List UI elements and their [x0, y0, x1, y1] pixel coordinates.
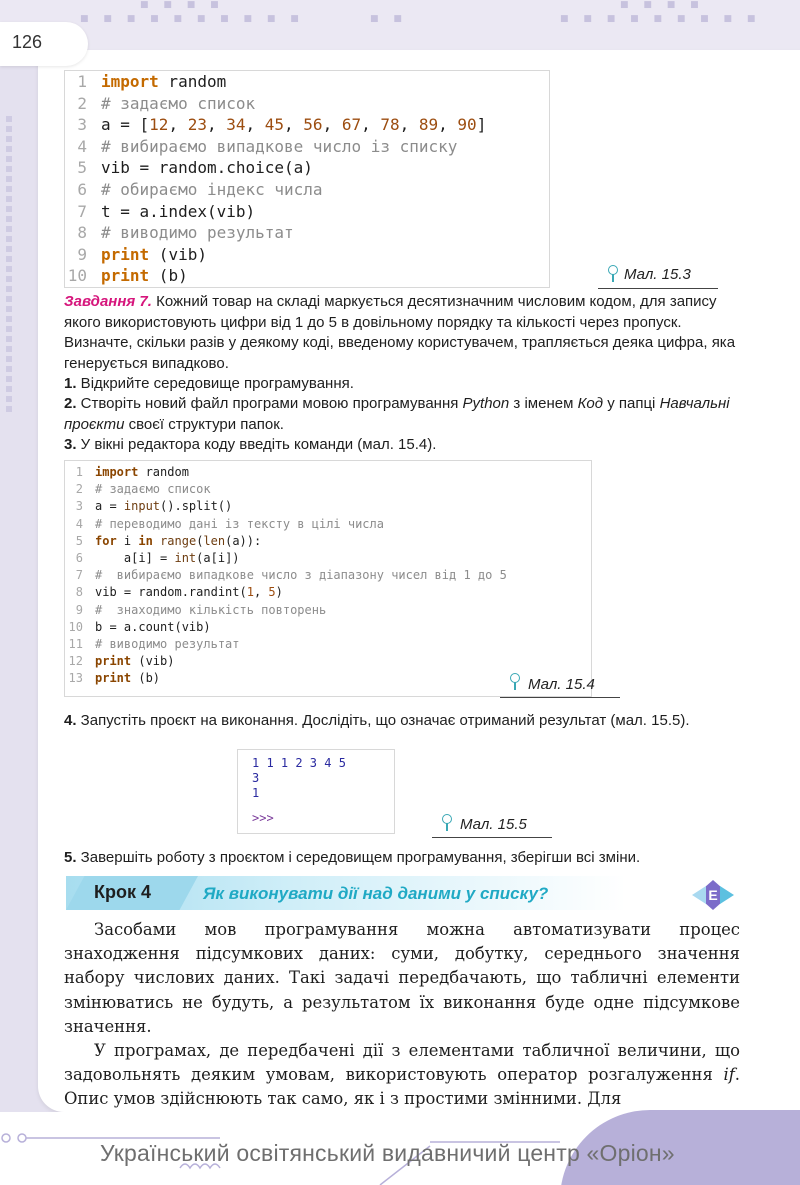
step-4-text: Запустіть проєкт на виконання. Дослідіть, що означає отриманий результат (мал. 15.5). [76, 712, 690, 729]
code-line [65, 498, 591, 515]
code-token: , [399, 115, 419, 135]
decor-dots: ■ ■ ■ ■ ■ ■ ■ ■ ■ [560, 14, 762, 24]
code-token [153, 533, 160, 550]
line-number: 6 [75, 551, 83, 566]
code-token: range [160, 533, 197, 548]
code-token: random [138, 465, 189, 479]
line-number: 8 [77, 223, 87, 243]
line-number: 5 [77, 158, 87, 178]
step-3-number: 3. [64, 436, 77, 453]
step-4 [64, 711, 740, 732]
code-token: int [174, 551, 197, 566]
line-number: 9 [77, 244, 87, 264]
code-token: 78 [380, 115, 400, 135]
code-token: 34 [226, 115, 246, 135]
task-7-label: Завдання 7. [64, 293, 152, 310]
pin-icon [608, 265, 618, 275]
e-badge-letter: E [708, 887, 718, 903]
code-token: , [284, 115, 304, 135]
code-figure-15-4 [64, 460, 592, 697]
code-line [65, 533, 591, 550]
code-line [65, 619, 591, 636]
code-token: # вибираємо випадкове число із списку [101, 136, 458, 156]
code-line [65, 550, 591, 567]
code-token: a[i] = [95, 551, 175, 566]
code-token: print [95, 654, 132, 669]
line-number: 9 [75, 602, 83, 617]
line-number: 7 [77, 201, 87, 221]
body-text [64, 918, 740, 1112]
code-token: # виводимо результат [95, 637, 240, 652]
code-line [65, 157, 549, 179]
step-2-number: 2. [64, 395, 77, 412]
line-number: 13 [68, 671, 83, 686]
pin-icon [442, 814, 452, 824]
code-token: ] [476, 115, 487, 135]
step-1-text: Відкрийте середовище програмування. [76, 375, 354, 392]
output-line: 3 [252, 771, 260, 785]
code-token: print [101, 266, 150, 286]
code-token: , [253, 585, 269, 600]
code-token: (a[i]) [196, 551, 240, 566]
code-line [65, 567, 591, 584]
code-token: print [101, 244, 150, 264]
code-token: # знаходимо кількість повторень [95, 602, 327, 617]
code-token: print [95, 671, 132, 686]
shell-prompt: >>> [252, 811, 274, 825]
code-token: a = [95, 499, 124, 514]
python-term: Python [462, 395, 510, 412]
code-token: , [361, 115, 381, 135]
code-token: len [203, 533, 226, 548]
code-token: 56 [303, 115, 323, 135]
line-number: 7 [75, 568, 83, 583]
task-7 [64, 292, 740, 374]
line-number: 8 [75, 585, 83, 600]
side-decor [2, 112, 32, 416]
folder-name-term: Навчальні проєкти [64, 395, 730, 433]
decor-dots: ■ ■ [370, 14, 408, 24]
code-token: input [123, 499, 161, 514]
code-token: # обираємо індекс числа [101, 179, 323, 199]
code-token: (b) [131, 671, 161, 686]
code-figure-15-3 [64, 70, 550, 288]
output-line: 1 1 1 2 3 4 5 [252, 756, 346, 770]
code-token: 5 [268, 585, 276, 600]
step-2-text: своєї структури папок. [124, 415, 284, 433]
code-line [65, 265, 549, 287]
step-3-text: У вікні редактора коду введіть команди (мал. 15.4). [76, 436, 437, 453]
code-token: 45 [264, 115, 285, 135]
step-3 [64, 435, 740, 456]
code-token: (b) [149, 266, 188, 286]
code-token: vib = random.choice(a) [101, 158, 313, 178]
decor-dots: ■ ■ ■ ■ ■ ■ ■ ■ ■ ■ [80, 14, 305, 24]
line-number: 1 [77, 72, 87, 91]
code-token: 89 [418, 115, 439, 135]
line-number: 4 [77, 136, 87, 156]
line-number: 4 [75, 516, 83, 531]
code-line [65, 516, 591, 533]
code-token: a = [ [101, 115, 150, 135]
line-number: 3 [75, 499, 83, 514]
step-5-number: 5. [64, 849, 77, 866]
step-4-number: 4. [64, 712, 77, 729]
step-2-text: Створіть новий файл програми мовою програмування [76, 395, 463, 412]
code-token: import [101, 72, 159, 91]
code-token: , [322, 115, 342, 135]
code-token: # вибираємо випадкове число з діапазону чисел від 1 до 5 [95, 568, 507, 583]
code-line [65, 636, 591, 653]
step-label: Крок 4 [94, 882, 151, 902]
code-token: vib = random.randint( [95, 585, 247, 600]
code-token: , [245, 115, 265, 135]
paragraph-2-text: У програмах, де передбачені дії з елементами табличної величини, що задовольнять деяким умовам, використовують оператор розгалуження [64, 1041, 740, 1085]
code-token: random [158, 72, 227, 91]
code-line [65, 93, 549, 115]
line-number: 6 [77, 179, 87, 199]
page-number: 126 [12, 32, 43, 52]
step-1-number: 1. [64, 375, 77, 392]
code-token: t = a.index(vib) [101, 201, 256, 221]
step-2-text: з іменем [509, 395, 578, 412]
code-token: i [116, 533, 139, 548]
code-token: 90 [457, 115, 477, 135]
task-7-text: Кожний товар на складі маркується десятизначним числовим кодом, для запису якого використовують цифри від 1 до 5 в довільному порядку та кількості через пропуск. Визначте, скільки разів у деякому коді, введеному користувачем, трапляється деяка цифра, яка генерується випадково. [64, 293, 736, 372]
line-number: 1 [75, 465, 83, 479]
code-token: (a)): [225, 533, 262, 548]
code-token: 23 [187, 115, 207, 135]
if-operator: if [723, 1065, 735, 1085]
caption-underline [500, 697, 620, 698]
e-badge-icon [690, 878, 736, 912]
code-token: import [95, 465, 139, 479]
code-token: in [138, 533, 153, 548]
paragraph-2-text: . Опис умов здійснюють так само, як і з простими змінними. Для [64, 1065, 740, 1109]
code-token: # виводимо результат [101, 223, 294, 243]
code-line [65, 653, 591, 670]
publisher-footer: Український освітянський видавничий центр «Оріон» [100, 1140, 675, 1166]
code-line [65, 201, 549, 223]
code-token: # задаємо список [95, 482, 211, 497]
code-line [65, 244, 549, 266]
figure-caption-15-3: Мал. 15.3 [624, 266, 691, 283]
code-line [65, 602, 591, 619]
code-line [65, 179, 549, 201]
code-token: , [168, 115, 188, 135]
output-line: 1 [252, 786, 260, 800]
step-5 [64, 848, 740, 869]
caption-underline [598, 288, 718, 289]
code-token: b = a.count(vib) [95, 619, 211, 634]
code-line [65, 71, 549, 93]
code-token: 1 [246, 585, 254, 600]
code-token: , [438, 115, 458, 135]
code-token: , [206, 115, 227, 135]
line-number: 2 [75, 482, 83, 497]
paragraph-1: Засобами мов програмування можна автоматизувати процес знаходження підсумкових даних: суми, добутку, середнього значення набору числових даних. Такі задачі передбачають, що табличні елементи змінюватись не будуть, а результатом їх виконання буде одне підсумкове значення. [64, 920, 740, 1036]
output-figure-15-5 [237, 749, 395, 834]
line-number: 10 [67, 266, 87, 286]
code-token: # задаємо список [101, 93, 256, 113]
line-number: 12 [68, 654, 83, 669]
code-line [65, 481, 591, 498]
code-token: (vib) [131, 654, 175, 669]
code-token: 12 [149, 115, 169, 135]
decor-dots: ■ ■ ■ ■ [620, 0, 705, 10]
line-number: 10 [68, 619, 83, 634]
step-2 [64, 394, 740, 435]
code-line [65, 136, 549, 158]
step-5-text: Завершіть роботу з проєктом і середовищем програмування, зберігши всі зміни. [76, 849, 641, 866]
code-token: ().split() [160, 499, 233, 514]
code-line [65, 222, 549, 244]
line-number: 2 [77, 93, 87, 113]
code-token: 67 [341, 115, 362, 135]
code-token: ( [196, 533, 204, 548]
code-line [65, 114, 549, 136]
line-number: 11 [68, 637, 83, 652]
figure-caption-15-5: Мал. 15.5 [460, 816, 527, 833]
code-line [65, 464, 591, 481]
line-number: 3 [77, 115, 87, 135]
step-2-text: у папці [603, 395, 660, 412]
line-number: 5 [75, 533, 83, 548]
paragraph-2 [64, 1039, 740, 1112]
code-token: for [95, 533, 117, 548]
step-question: Як виконувати дії над даними у списку? [203, 884, 549, 903]
step-1 [64, 374, 740, 395]
code-token: ) [275, 585, 283, 600]
code-line [65, 584, 591, 601]
code-token: (vib) [149, 244, 207, 264]
file-name-term: Код [577, 395, 604, 412]
caption-underline [432, 837, 552, 838]
pin-icon [510, 673, 520, 683]
figure-caption-15-4: Мал. 15.4 [528, 676, 595, 693]
code-token: # переводимо дані із тексту в цілі числа [95, 516, 384, 531]
decor-dots: ■ ■ ■ ■ [140, 0, 225, 10]
